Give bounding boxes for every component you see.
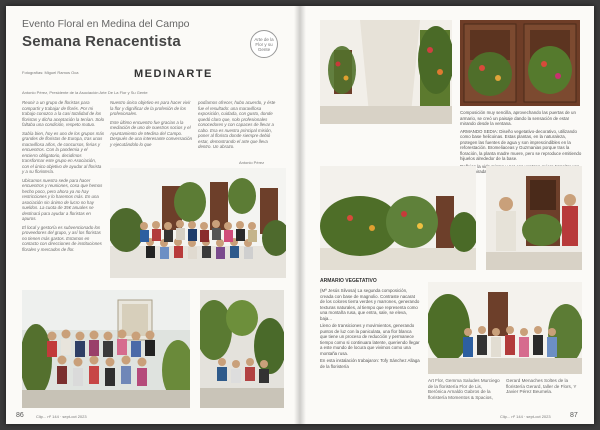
final-group-photo-illustration xyxy=(428,282,582,374)
text-column-2 xyxy=(110,100,192,150)
magazine-spread xyxy=(6,6,594,424)
right-page xyxy=(300,6,594,424)
photo-credit: Fotografías: Miguel Ramos Oca xyxy=(22,70,79,75)
florist-portrait-photo xyxy=(486,166,582,270)
room-photo-illustration xyxy=(320,166,476,270)
paragraph: Este último encuentro fue gracias a la mediación de uno de nuestros socios y el Ayuntamiento de Medina del Campo. Después de una interesante conversación y ejecutándolo lo que xyxy=(110,119,193,147)
association-seal xyxy=(250,30,278,58)
spine-shadow xyxy=(294,6,306,424)
garden-photo xyxy=(200,290,284,408)
wardrobe-doors-photo xyxy=(460,20,580,106)
paragraph: podíamos ofrecer, hubo acuerdo, y éste fue el resultado: una maravillosa exposición, cuidada, con gusto, donde quedó claro que, solo profesionales conocedores y con capaces de llevar a cabo. Esa es nuestra principal misión, poner al florista donde siempre debió estar, demostrando el arte que lleva dentro. Un abrazo. xyxy=(198,100,276,149)
wardrobe-photo-illustration xyxy=(460,20,580,106)
portrait-photo-illustration xyxy=(486,166,582,270)
kicker: Evento Floral en Medina del Campo xyxy=(22,18,190,30)
paragraph: El local y gestoría es subvencionado los proveedores del grupo, y así los floristas no tienen más gastos. Estamos en contacto con direcciones de instituciones florales y mercados de flor. xyxy=(22,224,102,252)
room-installation-photo xyxy=(320,166,476,270)
paragraph: Sabía bien, hoy es uno de los grupos más grandes de floristas de Europa, tras unas maravillosa años, de concursos, ferias y encuentros. Con la pandemia y el encierro obligatorio, decidimos transformar este grupo en Asociación, con el único objetivo de ayudar al florista y a su floristería. xyxy=(22,130,105,174)
paragraph: la vida mirada xyxy=(473,163,491,174)
garden-photo-illustration xyxy=(200,290,284,408)
page-number: 87 xyxy=(570,412,578,419)
seal-text: Arte de la Flor y su Gente xyxy=(254,36,274,52)
credits-left: Art Flor, Gemma Saludes Murciego de la floristería Flor de Lis, Berónica Arnaldo Gabros de la floristería Momentos & Spacios, xyxy=(428,378,500,400)
section-title: ARMARIO VEGETATIVO xyxy=(320,278,377,284)
paragraph: Lleno de transiciones y movimientos, generando puntos de luz con la paniculata, una flor blanca que tiene un proceso de reducción y permanece tiempo como si continuara latente, queriendo llegar a este mundo de locura que vivimos como una montaña rusa. xyxy=(320,323,420,356)
paragraph: Nuestro único objetivo es para hacer vivir la flor y dignificar de la profesión de los profesionales. xyxy=(110,100,191,116)
page-footer: Clip... nº 144 · sept-oct 2023 xyxy=(36,414,87,419)
page-title: Semana Renacentista xyxy=(22,33,181,50)
credits-right: Gerard Menaches Soltes de la floristería Gerard, taller de Flors, Y Javier Pérez Beumela. xyxy=(506,378,577,395)
page-footer: Clip... nº 144 · sept-oct 2023 xyxy=(500,414,551,419)
medinarte-logo: MEDINARTE xyxy=(134,68,213,80)
group-photo-installation xyxy=(110,168,286,278)
page-number: 86 xyxy=(16,412,24,419)
paragraph: Reunir a un grupo de floristas para compartir y trabajar de florés. Por mi trabajo conozco a la casi totalidad de los floristas y dicha aceptación la tenían. Solo faltaba una condición, respeto mutuo. xyxy=(22,100,105,127)
corridor-photo-illustration xyxy=(320,20,452,124)
paragraph: Composición muy sencilla, aprovechando las puertas de un armario, se creó un paisaje dando la sensación de estar mirando desde la ventana. xyxy=(460,110,576,126)
section-body xyxy=(320,288,420,371)
left-page xyxy=(6,6,300,424)
paragraph: En esta instalación trabajaron: Tofy Sánchez Allaga de la floristería xyxy=(320,358,420,369)
team-photo-illustration xyxy=(22,290,190,408)
paragraph: ARMANDO SEDIA: Diseño vegetativo-decorativo, utilizando como base helicoinas. Estas plantas, en la naturaleza, protegen las fuentes de agua y son imprescindibles en la reforestación. Bromeliaceas y Guzmanias porque tras la floración, la planta madre muere, pero se reproduce emitiendo hijuelos alrededor de la base. xyxy=(460,128,582,161)
photo-caption: Antonio Pérez xyxy=(239,160,265,165)
text-column-1 xyxy=(22,100,104,255)
text-column-3 xyxy=(198,100,282,153)
group-photo-illustration xyxy=(110,168,286,278)
paragraph: Ubicamos nuestra sede para hacer encuentros y reuniones, cosa que hemos hecho poco, pero ahora ya no hay restricciones y lo haremos más. En una asociación sin ánimo de lucro no hay sueldos. La cuota de 35€ anuales se destinará para ayudar a floristas en apuros. xyxy=(22,177,103,221)
corridor-installation-photo xyxy=(320,20,452,124)
final-group-photo xyxy=(428,282,582,374)
byline: Antonio Pérez, Presidente de la Asociación Arte De La Flor y Su Gente xyxy=(22,90,148,95)
team-photo-outdoor xyxy=(22,290,190,408)
paragraph: (Mª Jesús Silvosa) La segunda composición, creada con base de magnolio. Contraste nacarat de los colores tierra verdes y marrones, generando texturas naturales, al tiempo que representa como una montaña rusa, que entra, sale, se eleva, baja... xyxy=(320,288,420,321)
